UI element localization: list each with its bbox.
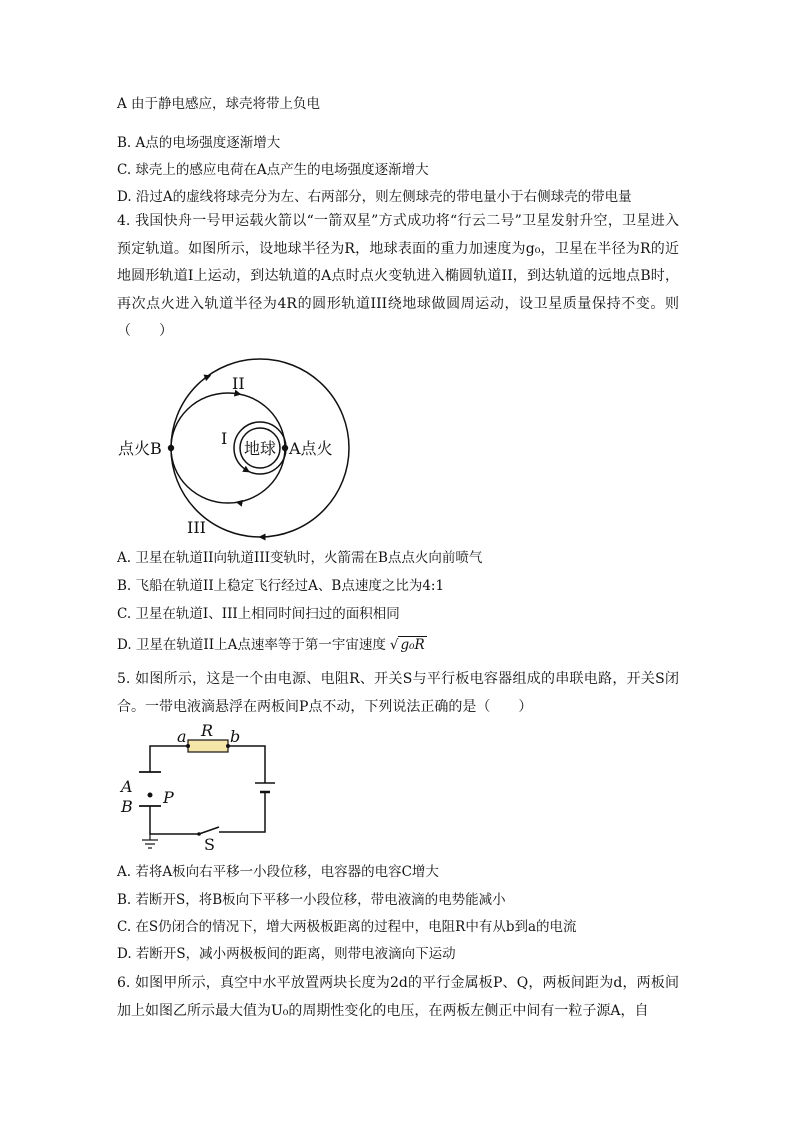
orbit-1-arrow (246, 470, 247, 471)
resistor-label: R (201, 721, 214, 740)
circuit-diagram (115, 722, 285, 852)
point-b-label: 点火B (118, 439, 162, 458)
switch-lever (199, 827, 219, 834)
q3-option-b: B. A点的电场强度逐渐增大 (117, 135, 281, 151)
q5-option-d: D. 若断开S，减小两极板间的距离，则带电液滴向下运动 (117, 946, 456, 962)
circuit-top-wire-left (150, 746, 188, 772)
orbit-3-label: III (187, 518, 206, 537)
circuit-bottom-wire (150, 806, 199, 834)
q4-option-a: A. 卫星在轨道II向轨道III变轨时，火箭需在B点点火向前喷气 (117, 550, 483, 566)
sqrt-symbol: √ (389, 637, 399, 653)
switch-label: S (204, 835, 215, 854)
node-b-label: b (230, 727, 241, 746)
earth-label: 地球 (244, 439, 277, 458)
q3-option-c: C. 球壳上的感应电荷在A点产生的电场强度逐渐增大 (117, 162, 429, 178)
q3-option-d: D. 沿过A的虚线将球壳分为左、右两部分，则左侧球壳的带电量小于右侧球壳的带电量 (117, 189, 632, 205)
q5-option-a: A. 若将A板向右平移一小段位移，电容器的电容C增大 (117, 864, 439, 880)
orbit-2-label: II (232, 374, 245, 393)
q5-option-c: C. 在S仍闭合的情况下，增大两极板距离的过程中，电阻R中有从b到a的电流 (117, 919, 577, 935)
node-a-dot (186, 744, 190, 748)
q4-option-b: B. 飞船在轨道II上稳定飞行经过A、B点速度之比为4:1 (117, 578, 445, 594)
q3-option-a: A 由于静电感应，球壳将带上负电 (117, 96, 321, 112)
plate-b-label: B (121, 797, 133, 816)
sqrt-expression: g₀R (400, 637, 425, 653)
q5-stem: 5. 如图所示，这是一个由电源、电阻R、开关S与平行板电容器组成的串联电路，开关S闭合。一带电液滴悬浮在两板间P点不动，下列说法正确的是（ ） (117, 671, 679, 715)
q4-option-c: C. 卫星在轨道I、III上相同时间扫过的面积相同 (117, 606, 400, 622)
orbit-diagram (115, 362, 355, 542)
resistor (188, 740, 228, 752)
q4-option-d-text: D. 卫星在轨道II上A点速率等于第一宇宙速度 (117, 637, 386, 653)
circuit-top-wire-right (228, 746, 265, 783)
orbit-1-label: I (221, 429, 228, 448)
circuit-right-wire (219, 793, 265, 832)
q4-option-d (117, 635, 427, 655)
point-a-label: A点火 (289, 439, 333, 458)
q6-stem: 6. 如图甲所示，真空中水平放置两块长度为2d的平行金属板P、Q，两板间距为d，两板间加上如图乙所示最大值为U₀的周期性变化的电压，在两板左侧正中间有一粒子源A，自 (117, 975, 679, 1019)
point-b-dot (168, 445, 174, 451)
droplet-p (148, 793, 153, 798)
node-a-label: a (177, 727, 187, 746)
q5-option-b: B. 若断开S，将B板向下平移一小段位移，带电液滴的电势能减小 (117, 892, 506, 908)
q4-stem: 4. 我国快舟一号甲运载火箭以“一箭双星”方式成功将“行云二号”卫星发射升空，卫星进入预定轨道。如图所示，设地球半径为R，地球表面的重力加速度为g₀，卫星在半径为R的近地圆形轨道I上运动，到达轨道的A点时点火变轨进入椭圆轨道II，到达轨道的远地点B时，再次点火进入轨道半径为4R的圆形轨道III绕地球做圆周运动，设卫星质量保持不变。则（ ） (117, 213, 679, 339)
plate-a-label: A (121, 777, 133, 796)
droplet-p-label: P (163, 788, 174, 807)
point-a-dot (282, 445, 288, 451)
